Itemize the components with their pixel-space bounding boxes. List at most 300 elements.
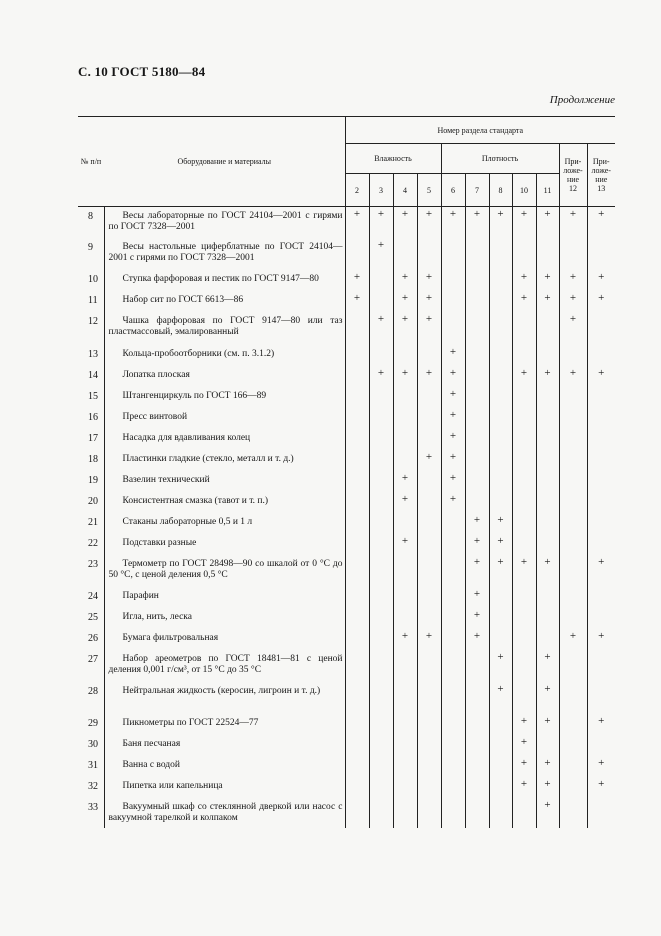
- empty-cell: [465, 471, 489, 492]
- row-number: 16: [88, 411, 98, 423]
- empty-cell: [393, 513, 417, 534]
- empty-cell: [489, 471, 512, 492]
- empty-cell: [489, 777, 512, 798]
- subcol: 6: [441, 174, 465, 207]
- plus-mark: +: [465, 207, 489, 238]
- row-number: 32: [88, 780, 98, 792]
- empty-cell: [441, 756, 465, 777]
- equipment-text: Лопатка плоская: [122, 369, 190, 380]
- plus-mark: +: [465, 555, 489, 587]
- empty-cell: [345, 238, 369, 270]
- row-equipment: [104, 629, 345, 650]
- empty-cell: [441, 777, 465, 798]
- subcol: 5: [417, 174, 441, 207]
- row-number: 31: [88, 759, 98, 771]
- empty-cell: [489, 291, 512, 312]
- empty-cell: [393, 608, 417, 629]
- row-equipment: [104, 777, 345, 798]
- empty-cell: [465, 387, 489, 408]
- empty-cell: [465, 714, 489, 735]
- table-row: [78, 450, 615, 471]
- empty-cell: [587, 471, 615, 492]
- empty-cell: [536, 735, 559, 756]
- empty-cell: [369, 587, 393, 608]
- row-number: 26: [88, 632, 98, 644]
- header-group-plotnost: Плотность: [441, 144, 559, 174]
- empty-cell: [512, 587, 536, 608]
- empty-cell: [489, 312, 512, 345]
- equipment-text: Пикнометры по ГОСТ 22524—77: [122, 717, 259, 728]
- empty-cell: [441, 798, 465, 828]
- empty-cell: [369, 650, 393, 682]
- empty-cell: [393, 714, 417, 735]
- empty-cell: [393, 756, 417, 777]
- header-equipment: [104, 117, 345, 207]
- empty-cell: [393, 798, 417, 828]
- empty-cell: [489, 429, 512, 450]
- plus-mark: +: [369, 238, 393, 270]
- row-number: 28: [88, 685, 98, 697]
- row-equipment: [104, 608, 345, 629]
- row-equipment: [104, 587, 345, 608]
- empty-cell: [536, 492, 559, 513]
- equipment-text: Ванна с водой: [122, 759, 180, 770]
- table-row: [78, 387, 615, 408]
- empty-cell: [393, 650, 417, 682]
- plus-mark: +: [441, 471, 465, 492]
- empty-cell: [536, 608, 559, 629]
- empty-cell: [345, 587, 369, 608]
- empty-cell: [587, 408, 615, 429]
- empty-cell: [441, 291, 465, 312]
- subcol: 10: [512, 174, 536, 207]
- empty-cell: [559, 650, 587, 682]
- row-number: 19: [88, 474, 98, 486]
- table-row: [78, 650, 615, 682]
- plus-mark: +: [393, 492, 417, 513]
- empty-cell: [559, 555, 587, 587]
- row-equipment: [104, 408, 345, 429]
- empty-cell: [441, 650, 465, 682]
- plus-mark: +: [536, 714, 559, 735]
- empty-cell: [393, 735, 417, 756]
- equipment-text: Насадка для вдавливания колец: [122, 432, 251, 443]
- equipment-text: Весы настольные циферблатные по ГОСТ 24104—2001 с гирями по ГОСТ 7328—2001: [108, 241, 343, 263]
- empty-cell: [393, 682, 417, 714]
- empty-cell: [489, 756, 512, 777]
- header-appendix-13: При- ложе- ние 13: [587, 144, 615, 207]
- empty-cell: [512, 471, 536, 492]
- empty-cell: [393, 555, 417, 587]
- empty-cell: [512, 238, 536, 270]
- plus-mark: +: [369, 312, 393, 345]
- empty-cell: [512, 608, 536, 629]
- empty-cell: [441, 238, 465, 270]
- empty-cell: [512, 450, 536, 471]
- table-row: [78, 471, 615, 492]
- table-row: [78, 555, 615, 587]
- equipment-text: Подставки разные: [122, 537, 197, 548]
- plus-mark: +: [441, 387, 465, 408]
- plus-mark: +: [393, 534, 417, 555]
- empty-cell: [345, 366, 369, 387]
- empty-cell: [417, 714, 441, 735]
- plus-mark: +: [465, 608, 489, 629]
- equipment-text: Штангенциркуль по ГОСТ 166—89: [122, 390, 267, 401]
- row-equipment: [104, 238, 345, 270]
- empty-cell: [369, 608, 393, 629]
- row-number: 11: [88, 294, 98, 306]
- row-equipment: [104, 471, 345, 492]
- plus-mark: +: [393, 291, 417, 312]
- subcol: 3: [369, 174, 393, 207]
- table-body: [78, 207, 615, 828]
- empty-cell: [489, 798, 512, 828]
- plus-mark: +: [587, 629, 615, 650]
- empty-cell: [417, 471, 441, 492]
- table-row: [78, 270, 615, 291]
- plus-mark: +: [512, 270, 536, 291]
- plus-mark: +: [559, 291, 587, 312]
- table-row: [78, 207, 615, 238]
- plus-mark: +: [417, 450, 441, 471]
- empty-cell: [465, 777, 489, 798]
- table-row: [78, 534, 615, 555]
- empty-cell: [369, 798, 393, 828]
- row-number: 9: [88, 241, 93, 253]
- empty-cell: [345, 608, 369, 629]
- plus-mark: +: [393, 312, 417, 345]
- row-number: 21: [88, 516, 98, 528]
- empty-cell: [587, 429, 615, 450]
- empty-cell: [559, 450, 587, 471]
- plus-mark: +: [417, 366, 441, 387]
- plus-mark: +: [512, 291, 536, 312]
- plus-mark: +: [587, 555, 615, 587]
- empty-cell: [417, 492, 441, 513]
- empty-cell: [489, 450, 512, 471]
- subcol: 4: [393, 174, 417, 207]
- empty-cell: [587, 345, 615, 366]
- plus-mark: +: [393, 471, 417, 492]
- row-number: 15: [88, 390, 98, 402]
- row-equipment: [104, 682, 345, 714]
- empty-cell: [465, 238, 489, 270]
- plus-mark: +: [393, 207, 417, 238]
- empty-cell: [417, 777, 441, 798]
- plus-mark: +: [441, 345, 465, 366]
- empty-cell: [587, 513, 615, 534]
- equipment-text: Игла, нить, леска: [122, 611, 192, 622]
- empty-cell: [559, 492, 587, 513]
- header-equipment-label: Оборудование и материалы: [177, 157, 272, 166]
- empty-cell: [345, 408, 369, 429]
- empty-cell: [587, 387, 615, 408]
- plus-mark: +: [417, 291, 441, 312]
- empty-cell: [345, 798, 369, 828]
- row-number: 13: [88, 348, 98, 360]
- empty-cell: [369, 387, 393, 408]
- empty-cell: [536, 408, 559, 429]
- row-equipment: [104, 714, 345, 735]
- empty-cell: [512, 629, 536, 650]
- plus-mark: +: [441, 492, 465, 513]
- empty-cell: [441, 587, 465, 608]
- empty-cell: [393, 587, 417, 608]
- row-equipment: [104, 555, 345, 587]
- plus-mark: +: [489, 682, 512, 714]
- empty-cell: [345, 756, 369, 777]
- table-row: [78, 366, 615, 387]
- table-row: [78, 492, 615, 513]
- empty-cell: [489, 587, 512, 608]
- empty-cell: [369, 270, 393, 291]
- header-group-vlazhnost: Влажность: [345, 144, 441, 174]
- empty-cell: [345, 735, 369, 756]
- header-appendix-12: При- ложе- ние 12: [559, 144, 587, 207]
- empty-cell: [536, 629, 559, 650]
- plus-mark: +: [417, 629, 441, 650]
- empty-cell: [417, 682, 441, 714]
- plus-mark: +: [489, 534, 512, 555]
- empty-cell: [489, 629, 512, 650]
- empty-cell: [441, 629, 465, 650]
- equipment-text: Бумага фильтровальная: [122, 632, 219, 643]
- table-row: [78, 777, 615, 798]
- empty-cell: [441, 312, 465, 345]
- row-number: 23: [88, 558, 98, 570]
- row-equipment: [104, 429, 345, 450]
- table-row: [78, 714, 615, 735]
- row-equipment: [104, 270, 345, 291]
- empty-cell: [559, 777, 587, 798]
- plus-mark: +: [536, 291, 559, 312]
- empty-cell: [559, 408, 587, 429]
- equipment-text: Ступка фарфоровая и пестик по ГОСТ 9147—80: [122, 273, 319, 284]
- empty-cell: [465, 408, 489, 429]
- empty-cell: [587, 534, 615, 555]
- empty-cell: [536, 345, 559, 366]
- empty-cell: [536, 513, 559, 534]
- plus-mark: +: [417, 207, 441, 238]
- empty-cell: [489, 238, 512, 270]
- empty-cell: [536, 587, 559, 608]
- empty-cell: [536, 238, 559, 270]
- plus-mark: +: [587, 207, 615, 238]
- row-number: 33: [88, 801, 98, 813]
- empty-cell: [417, 534, 441, 555]
- row-number: 18: [88, 453, 98, 465]
- empty-cell: [417, 429, 441, 450]
- row-number: 20: [88, 495, 98, 507]
- plus-mark: +: [417, 270, 441, 291]
- empty-cell: [559, 429, 587, 450]
- plus-mark: +: [512, 714, 536, 735]
- plus-mark: +: [441, 207, 465, 238]
- empty-cell: [536, 312, 559, 345]
- plus-mark: +: [369, 366, 393, 387]
- empty-cell: [417, 408, 441, 429]
- empty-cell: [369, 629, 393, 650]
- plus-mark: +: [369, 207, 393, 238]
- empty-cell: [465, 429, 489, 450]
- plus-mark: +: [536, 650, 559, 682]
- empty-cell: [512, 408, 536, 429]
- empty-cell: [417, 798, 441, 828]
- empty-cell: [587, 238, 615, 270]
- equipment-text: Кольца-пробоотборники (см. п. 3.1.2): [122, 348, 275, 359]
- row-number: 27: [88, 653, 98, 665]
- plus-mark: +: [489, 513, 512, 534]
- empty-cell: [559, 756, 587, 777]
- empty-cell: [417, 587, 441, 608]
- empty-cell: [587, 650, 615, 682]
- empty-cell: [417, 555, 441, 587]
- empty-cell: [465, 682, 489, 714]
- empty-cell: [369, 714, 393, 735]
- empty-cell: [587, 312, 615, 345]
- empty-cell: [465, 798, 489, 828]
- row-number: 25: [88, 611, 98, 623]
- plus-mark: +: [441, 450, 465, 471]
- empty-cell: [393, 345, 417, 366]
- plus-mark: +: [441, 408, 465, 429]
- empty-cell: [587, 608, 615, 629]
- plus-mark: +: [536, 270, 559, 291]
- table-row: [78, 608, 615, 629]
- row-equipment: [104, 345, 345, 366]
- table-row: [78, 756, 615, 777]
- empty-cell: [512, 534, 536, 555]
- plus-mark: +: [393, 366, 417, 387]
- plus-mark: +: [512, 735, 536, 756]
- empty-cell: [559, 682, 587, 714]
- plus-mark: +: [465, 629, 489, 650]
- row-equipment: [104, 534, 345, 555]
- equipment-text: Консистентная смазка (тавот и т. п.): [122, 495, 269, 506]
- empty-cell: [417, 608, 441, 629]
- plus-mark: +: [536, 366, 559, 387]
- table-row: [78, 587, 615, 608]
- table-row: [78, 513, 615, 534]
- row-equipment: [104, 450, 345, 471]
- empty-cell: [345, 387, 369, 408]
- continued-label: Продолжение: [549, 94, 615, 106]
- row-equipment: [104, 366, 345, 387]
- equipment-text: Баня песчаная: [122, 738, 181, 749]
- empty-cell: [489, 270, 512, 291]
- empty-cell: [345, 682, 369, 714]
- empty-cell: [345, 555, 369, 587]
- plus-mark: +: [587, 291, 615, 312]
- empty-cell: [345, 312, 369, 345]
- empty-cell: [465, 735, 489, 756]
- empty-cell: [369, 291, 393, 312]
- plus-mark: +: [465, 587, 489, 608]
- empty-cell: [512, 492, 536, 513]
- empty-cell: [536, 450, 559, 471]
- table-row: [78, 312, 615, 345]
- empty-cell: [369, 555, 393, 587]
- empty-cell: [512, 429, 536, 450]
- empty-cell: [441, 735, 465, 756]
- empty-cell: [369, 777, 393, 798]
- row-number: 22: [88, 537, 98, 549]
- row-number: 17: [88, 432, 98, 444]
- plus-mark: +: [345, 207, 369, 238]
- empty-cell: [559, 735, 587, 756]
- empty-cell: [345, 450, 369, 471]
- empty-cell: [345, 492, 369, 513]
- empty-cell: [369, 534, 393, 555]
- table-row: [78, 629, 615, 650]
- row-number: 12: [88, 315, 98, 327]
- equipment-text: Нейтральная жидкость (керосин, лигроин и т. д.): [122, 685, 321, 696]
- plus-mark: +: [441, 429, 465, 450]
- empty-cell: [417, 513, 441, 534]
- row-equipment: [104, 735, 345, 756]
- empty-cell: [512, 312, 536, 345]
- row-equipment: [104, 312, 345, 345]
- empty-cell: [465, 650, 489, 682]
- row-equipment: [104, 207, 345, 238]
- plus-mark: +: [536, 207, 559, 238]
- table-row: [78, 408, 615, 429]
- equipment-text: Вакуумный шкаф со стеклянной дверкой или насос с вакуумной тарелкой и колпаком: [108, 801, 343, 823]
- row-equipment: [104, 291, 345, 312]
- row-equipment: [104, 513, 345, 534]
- table-row: [78, 238, 615, 270]
- empty-cell: [441, 513, 465, 534]
- plus-mark: +: [393, 270, 417, 291]
- empty-cell: [489, 608, 512, 629]
- empty-cell: [345, 534, 369, 555]
- plus-mark: +: [465, 513, 489, 534]
- plus-mark: +: [587, 270, 615, 291]
- empty-cell: [441, 682, 465, 714]
- empty-cell: [369, 735, 393, 756]
- empty-cell: [465, 756, 489, 777]
- plus-mark: +: [512, 555, 536, 587]
- empty-cell: [512, 650, 536, 682]
- plus-mark: +: [465, 534, 489, 555]
- equipment-text: Набор сит по ГОСТ 6613—86: [122, 294, 244, 305]
- page-header: С. 10 ГОСТ 5180—84: [78, 64, 206, 79]
- plus-mark: +: [536, 555, 559, 587]
- plus-mark: +: [512, 756, 536, 777]
- plus-mark: +: [559, 629, 587, 650]
- subcol: 2: [345, 174, 369, 207]
- empty-cell: [441, 555, 465, 587]
- empty-cell: [536, 387, 559, 408]
- table-row: [78, 291, 615, 312]
- plus-mark: +: [559, 270, 587, 291]
- empty-cell: [512, 798, 536, 828]
- header-number: [78, 117, 104, 207]
- equipment-text: Вазелин технический: [122, 474, 210, 485]
- row-number: 10: [88, 273, 98, 285]
- empty-cell: [369, 429, 393, 450]
- empty-cell: [417, 756, 441, 777]
- empty-cell: [489, 408, 512, 429]
- empty-cell: [393, 777, 417, 798]
- empty-cell: [369, 450, 393, 471]
- header-section-number: Номер раздела стандарта: [345, 117, 615, 144]
- subcol: 8: [489, 174, 512, 207]
- plus-mark: +: [536, 798, 559, 828]
- empty-cell: [465, 345, 489, 366]
- subcol: 7: [465, 174, 489, 207]
